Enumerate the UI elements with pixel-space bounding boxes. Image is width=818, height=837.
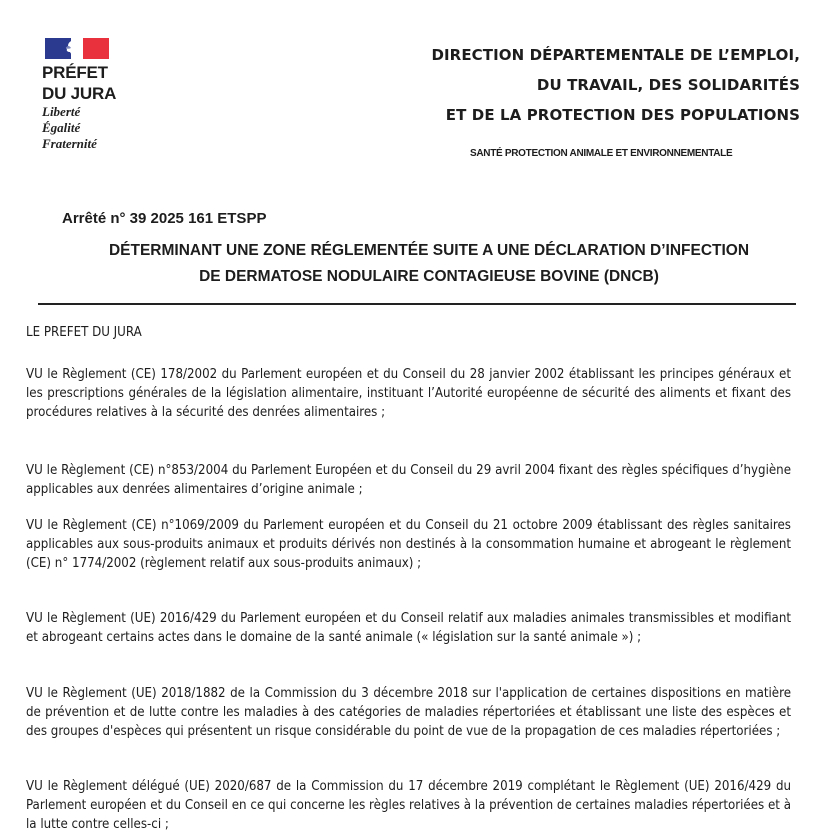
arrete-title-line: DÉTERMINANT UNE ZONE RÉGLEMENTÉE SUITE A UNE DÉCLARATION D’INFECTION (108, 242, 750, 259)
title-divider (38, 303, 796, 305)
arrete-title-line: DE DERMATOSE NODULAIRE CONTAGIEUSE BOVINE (DNCB) (199, 268, 659, 285)
prefecture-logo (42, 38, 162, 152)
marianne-flag-icon (45, 38, 109, 59)
visa-paragraph: VU le Règlement (CE) n°1069/2009 du Parlement européen et du Conseil du 21 octobre 2009 établissant des règles sanitaires applicables aux sous-produits animaux et produits dérivés non destinés à la consommation humaine et abrogeant le règlement (CE) n° 1774/2002 (règlement relatif aux sous-produits animaux) ; (26, 518, 791, 571)
direction-line: ET DE LA PROTECTION DES POPULATIONS (445, 106, 800, 124)
motto-liberte: Liberté (42, 104, 81, 119)
direction-header (431, 40, 800, 130)
arrete-number: Arrêté n° 39 2025 161 ETSPP (62, 210, 267, 227)
motto-fraternite: Fraternité (42, 136, 97, 151)
visa-paragraph: VU le Règlement (CE) n°853/2004 du Parlement Européen et du Conseil du 29 avril 2004 fixant des règles spécifiques d’hygiène applicables aux denrées alimentaires d’origine animale ; (26, 463, 791, 497)
visa-paragraph: VU le Règlement (UE) 2018/1882 de la Commission du 3 décembre 2018 sur l'application de certaines dispositions en matière de prévention et de lutte contre les maladies à des catégories de maladies répertoriées et établissant une liste des espèces et des groupes d'espèces qui présentent un risque considérable du point de vue de la propagation de ces maladies répertoriées ; (26, 686, 791, 739)
marianne-profile-icon (62, 40, 82, 57)
visa-paragraph: VU le Règlement (UE) 2016/429 du Parlement européen et du Conseil relatif aux maladies animales transmissibles et modifiant et abrogeant certains actes dans le domaine de la santé animale (« législation sur la santé animale ») ; (26, 611, 791, 645)
visa-paragraph: VU le Règlement délégué (UE) 2020/687 de la Commission du 17 décembre 2019 complétant le Règlement (UE) 2016/429 du Parlement européen et du Conseil en ce qui concerne les règles relatives à la prévention de certaines maladies répertoriées et à la lutte contre celles-ci ; (26, 779, 791, 832)
direction-line: DIRECTION DÉPARTEMENTALE DE L’EMPLOI, (431, 46, 800, 64)
visa-paragraph: VU le Règlement (CE) 178/2002 du Parlement européen et du Conseil du 28 janvier 2002 établissant les principes généraux et les prescriptions générales de la législation alimentaire, instituant l’Autorité européenne de sécurité des aliments et fixant des procédures relatives à la sécurité des denrées alimentaires ; (26, 367, 791, 420)
direction-line: DU TRAVAIL, DES SOLIDARITÉS (536, 76, 800, 94)
service-name: SANTÉ PROTECTION ANIMALE ET ENVIRONNEMENTALE (470, 148, 733, 159)
prefet-line-1: PRÉFET (42, 63, 108, 82)
prefet-name (42, 62, 162, 104)
republic-motto (42, 104, 162, 152)
arrete-title (40, 238, 818, 290)
prefet-line-2: DU JURA (42, 84, 117, 103)
motto-egalite: Égalité (42, 120, 81, 135)
authority-line: LE PREFET DU JURA (26, 325, 142, 340)
